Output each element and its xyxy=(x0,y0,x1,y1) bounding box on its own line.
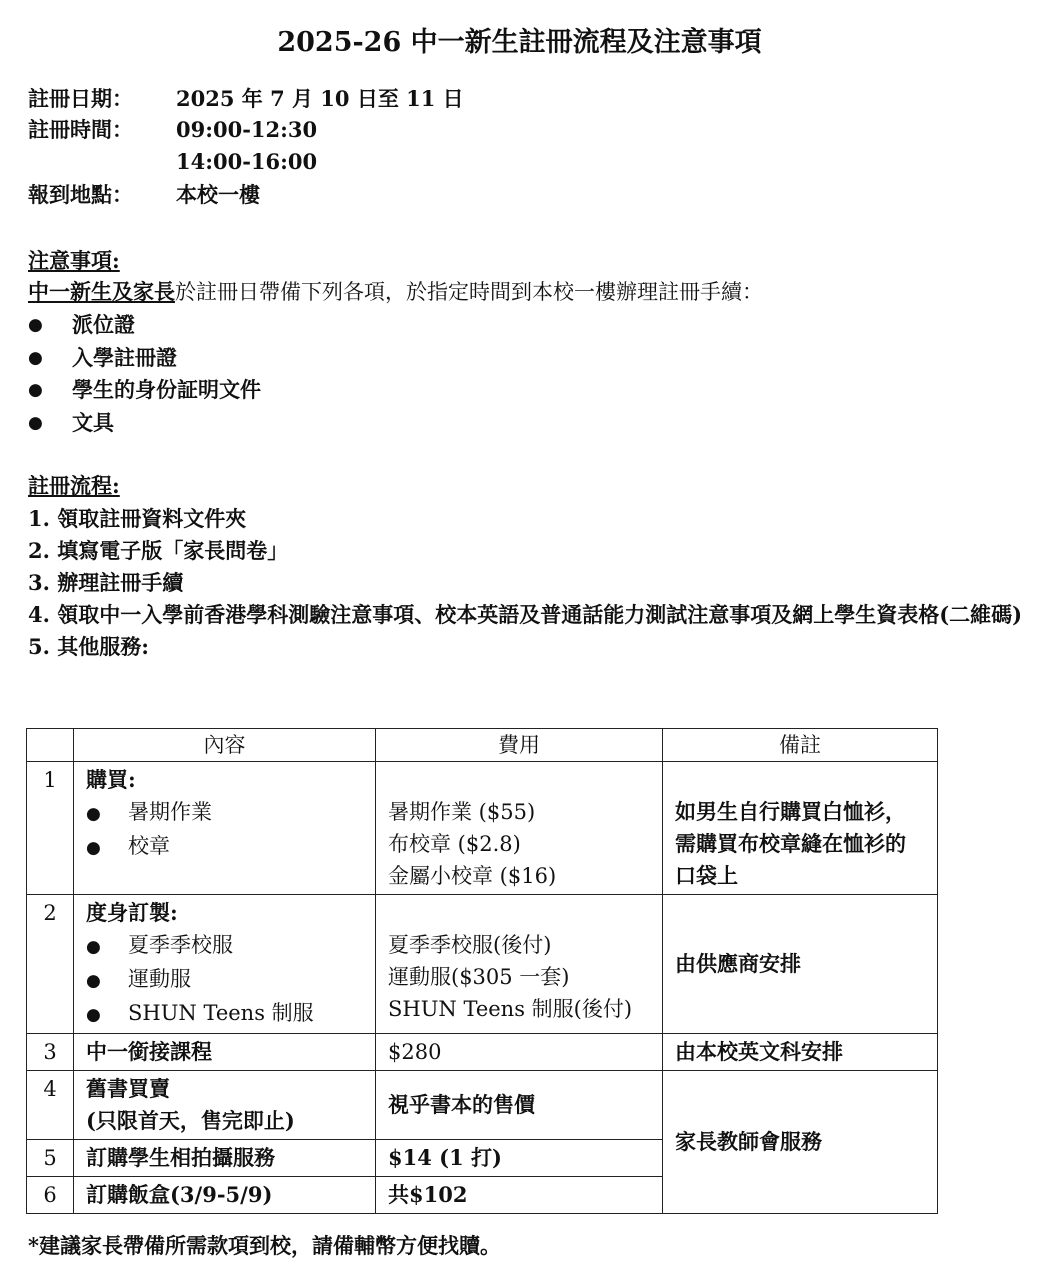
column-header-fee: 費用 xyxy=(376,729,663,762)
process-step: 3. 辦理註冊手續 xyxy=(28,570,184,595)
row-content xyxy=(74,762,376,895)
process-steps xyxy=(28,503,1033,663)
subitem-text: SHUN Teens 制服 xyxy=(128,1001,314,1025)
row-number: 3 xyxy=(27,1034,74,1071)
fee-line: SHUN Teens 制服(後付) xyxy=(388,997,633,1021)
row-content-subitem xyxy=(86,963,363,997)
list-item xyxy=(28,374,261,407)
list-item xyxy=(28,309,261,342)
row-fee: $280 xyxy=(376,1034,663,1071)
table-row xyxy=(27,1071,938,1140)
column-header-remark: 備註 xyxy=(663,729,938,762)
fee-line: 金屬小校章 ($16) xyxy=(388,864,557,888)
notes-intro-highlight: 中一新生及家長 xyxy=(28,279,175,304)
row-content xyxy=(74,1071,376,1140)
bullet-icon: ● xyxy=(86,937,101,957)
notes-intro xyxy=(28,277,763,307)
row-fee: 視乎書本的售價 xyxy=(376,1071,663,1140)
table-header-row xyxy=(27,729,938,762)
info-label: 註冊時間： xyxy=(28,117,133,142)
row-content-title: 度身訂製: xyxy=(86,900,178,925)
row-content-line: (只限首天，售完即止) xyxy=(86,1108,295,1133)
column-header-number xyxy=(27,729,74,762)
table-row xyxy=(27,895,938,1034)
info-registration-time xyxy=(28,115,317,145)
fee-spacer xyxy=(388,764,650,796)
process-step: 5. 其他服務: xyxy=(28,634,149,659)
row-fee: 共$102 xyxy=(376,1177,663,1214)
bullet-icon: ● xyxy=(86,838,101,858)
row-number: 6 xyxy=(27,1177,74,1214)
table-row xyxy=(27,1034,938,1071)
fee-line: 布校章 ($2.8) xyxy=(388,832,521,856)
process-heading: 註冊流程: xyxy=(28,473,120,498)
info-value: 14:00-16:00 xyxy=(176,149,318,174)
row-number: 2 xyxy=(27,895,74,1034)
fee-line: 暑期作業 ($55) xyxy=(388,800,536,824)
subitem-text: 暑期作業 xyxy=(128,800,212,824)
info-label: 註冊日期： xyxy=(28,86,133,111)
bullet-icon: ● xyxy=(86,804,101,824)
process-step: 4. 領取中一入學前香港學科測驗注意事項、校本英語及普通話能力測試注意事項及網上學生資表格(二維碼) xyxy=(28,602,1023,627)
row-content: 訂購學生相拍攝服務 xyxy=(74,1140,376,1177)
services-table xyxy=(26,728,938,1214)
row-remark: 由本校英文科安排 xyxy=(663,1034,938,1071)
process-step: 2. 填寫電子版「家長問卷」 xyxy=(28,538,289,563)
row-fee xyxy=(376,895,663,1034)
fee-line: 夏季季校服(後付) xyxy=(388,933,552,957)
row-fee xyxy=(376,762,663,895)
row-remark xyxy=(663,762,938,895)
list-item-text: 入學註冊證 xyxy=(72,344,177,370)
fee-spacer xyxy=(388,897,650,929)
notes-list xyxy=(28,309,261,439)
list-item-text: 派位證 xyxy=(72,312,135,337)
row-remark: 由供應商安排 xyxy=(663,895,938,1034)
subitem-text: 運動服 xyxy=(128,967,191,991)
list-item xyxy=(28,342,261,375)
notes-intro-text: 於註冊日帶備下列各項，於指定時間到本校一樓辦理註冊手續： xyxy=(175,280,763,304)
fee-line: 運動服($305 一套) xyxy=(388,965,570,989)
row-content-subitem xyxy=(86,830,363,864)
row-content-title: 購買: xyxy=(86,767,136,792)
bullet-icon: ● xyxy=(28,412,43,433)
row-fee: $14 (1 打) xyxy=(376,1140,663,1177)
row-remark: 家長教師會服務 xyxy=(663,1071,938,1214)
page-title: 2025-26 中一新生註冊流程及注意事項 xyxy=(277,27,762,58)
subitem-text: 校章 xyxy=(128,834,170,858)
info-registration-time-2 xyxy=(28,147,317,177)
row-content: 中一銜接課程 xyxy=(74,1034,376,1071)
row-number: 4 xyxy=(27,1071,74,1140)
list-item-text: 學生的身份証明文件 xyxy=(72,377,261,402)
remark-spacer xyxy=(675,764,925,796)
row-content-subitem xyxy=(86,796,363,830)
info-value: 2025 年 7 月 10 日至 11 日 xyxy=(176,86,464,111)
table-row xyxy=(27,762,938,895)
row-content xyxy=(74,895,376,1034)
remark-text: 如男生自行購買白恤衫，需購買布校章縫在恤衫的口袋上 xyxy=(675,799,906,888)
row-content-line: 舊書買賣 xyxy=(86,1076,170,1101)
process-step: 1. 領取註冊資料文件夾 xyxy=(28,506,247,531)
list-item xyxy=(28,407,261,440)
row-number: 1 xyxy=(27,762,74,895)
bullet-icon: ● xyxy=(28,347,43,368)
column-header-content: 內容 xyxy=(74,729,376,762)
info-location xyxy=(28,180,260,210)
bullet-icon: ● xyxy=(86,971,101,991)
list-item-text: 文具 xyxy=(72,409,114,435)
subitem-text: 夏季季校服 xyxy=(128,933,233,957)
bullet-icon: ● xyxy=(28,380,43,400)
info-value: 本校一樓 xyxy=(176,182,260,207)
footer-note: *建議家長帶備所需款項到校，請備輔幣方便找贖。 xyxy=(28,1233,501,1258)
row-content: 訂購飯盒(3/9-5/9) xyxy=(74,1177,376,1214)
info-label: 報到地點： xyxy=(28,182,133,207)
info-registration-date xyxy=(28,84,464,114)
bullet-icon: ● xyxy=(86,1005,101,1025)
info-value: 09:00-12:30 xyxy=(176,117,318,142)
row-content-subitem xyxy=(86,929,363,963)
row-number: 5 xyxy=(27,1140,74,1177)
notes-heading: 注意事項: xyxy=(28,248,120,273)
bullet-icon: ● xyxy=(28,315,43,335)
row-content-subitem xyxy=(86,997,363,1031)
